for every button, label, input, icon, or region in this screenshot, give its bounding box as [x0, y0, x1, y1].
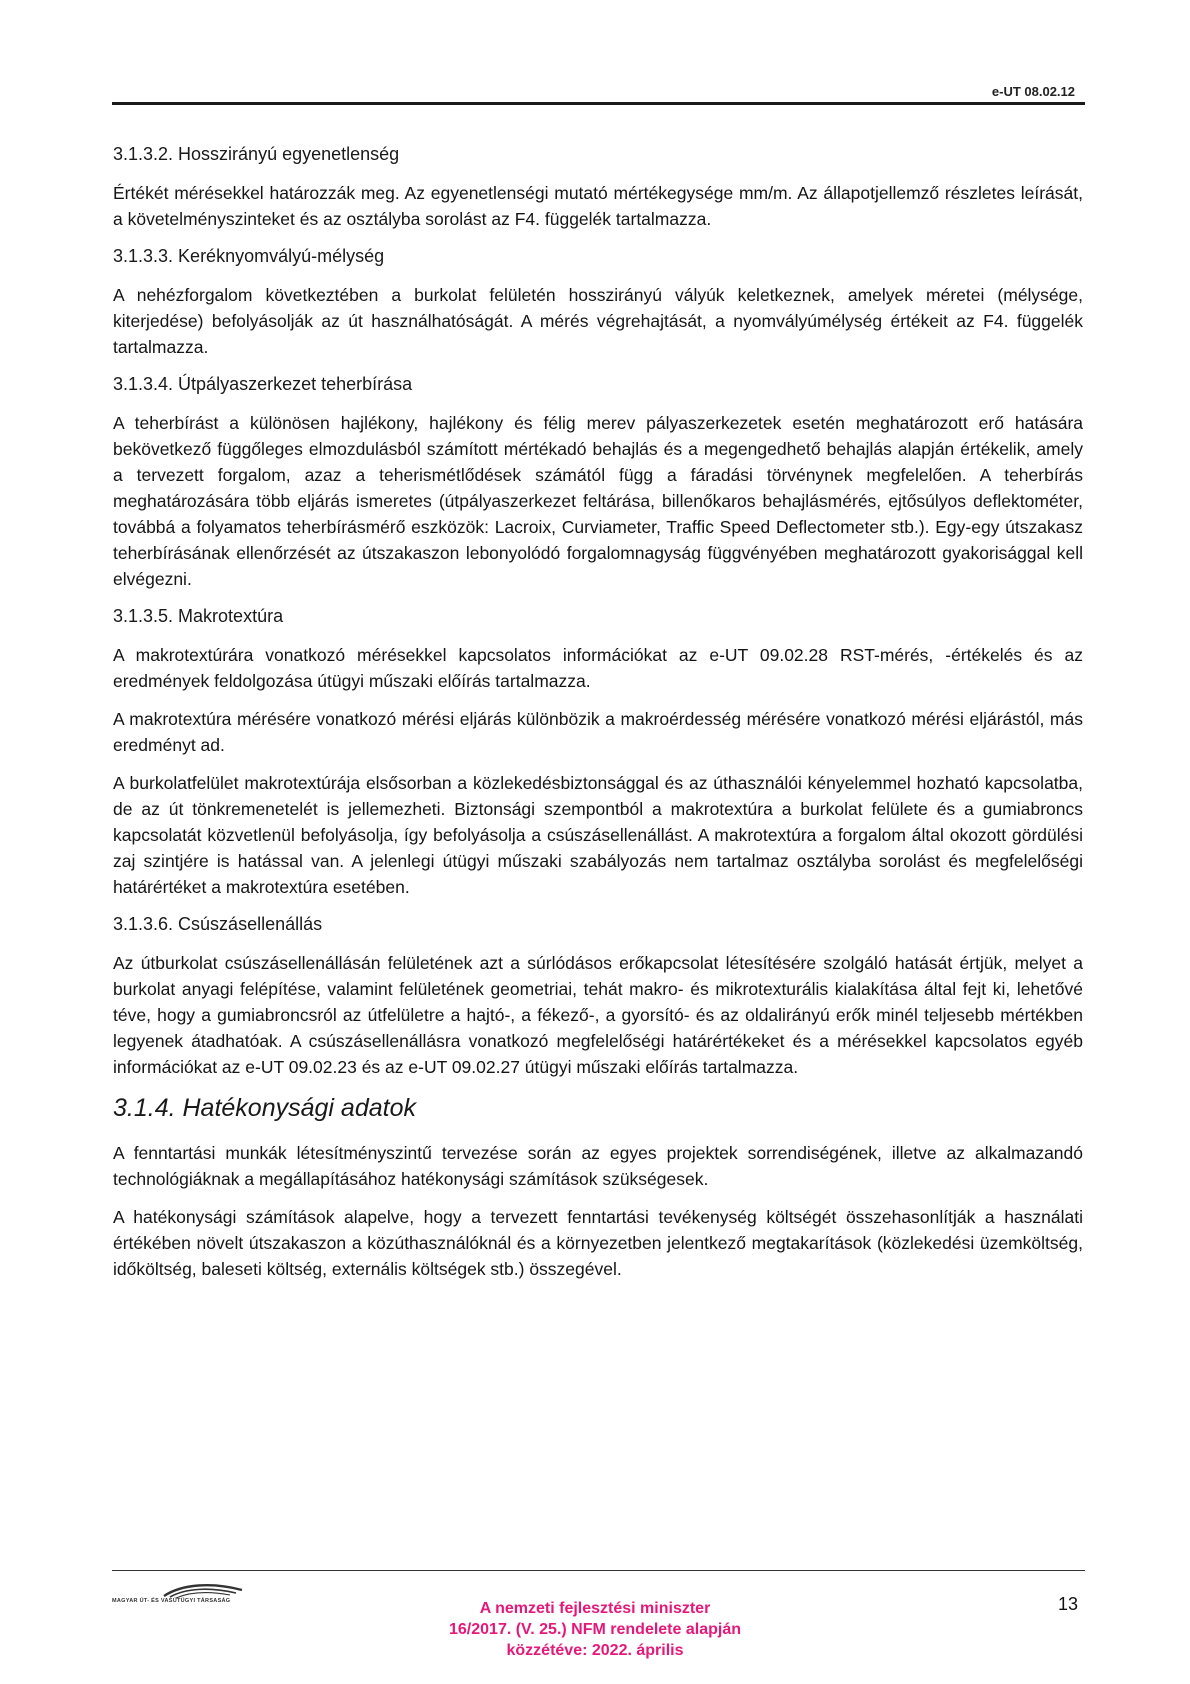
paragraph: Az útburkolat csúszásellenállásán felületének azt a súrlódásos erőkapcsolat létesítésére szolgáló hatását értjük, melyet a burkolat anyagi felépítése, valamint felületének geometriai, tehát makro- és mikrotexturális kialakítása által fejt ki, lehetővé téve, hogy a gumiabroncsról az útfelületre a hajtó-, a fékező-, a gyorsító- és az oldalirányú erők minél teljesebb mértékben legyenek átadhatóak. A csúszásellenállásra vonatkozó megfelelőségi határértékeket és a mérésekkel kapcsolatos egyéb információkat az e-UT 09.02.23 és az e-UT 09.02.27 útügyi műszaki előírás tartalmazza. [113, 953, 1083, 1077]
section-3-1-3-3 [113, 244, 1083, 360]
paragraph: A makrotextúrára vonatkozó mérésekkel kapcsolatos információkat az e-UT 09.02.28 RST-mérés, -értékelés és az eredmények feldolgozása útügyi műszaki előírás tartalmazza. [113, 645, 1083, 691]
paragraph: A teherbírást a különösen hajlékony, hajlékony és félig merev pályaszerkezetek esetén meghatározott erő hatására bekövetkező függőleges elmozdulásból számított mértékadó behajlás és a megengedhető behajlás alapján értékelik, amely a tervezett forgalom, azaz a teherismétlődések számától függ a fáradási törvénynek megfelelően. A teherbírás meghatározására több eljárás ismeretes (útpályaszerkezet feltárása, billenőkaros behajlásmérés, ejtősúlyos deflektométer, továbbá a folyamatos teherbírásmérő eszközök: Lacroix, Curviameter, Traffic Speed Deflectometer stb.). Egy-egy útszakasz teherbírásának ellenőrzését az útszakaszon lebonyolódó forgalomnagyság függvényében meghatározott gyakorisággal kell elvégezni. [113, 413, 1083, 589]
section-3-1-3-5 [113, 604, 1083, 900]
publication-note-line: 16/2017. (V. 25.) NFM rendelete alapján [449, 1621, 741, 1638]
page-content [113, 142, 1083, 1294]
page-number: 13 [1057, 1594, 1078, 1614]
section-3-1-4 [113, 1092, 1083, 1282]
document-code: e-UT 08.02.12 [991, 84, 1075, 99]
section-heading: 3.1.3.3. Keréknyomvályú-mélység [113, 246, 385, 266]
paragraph: A burkolatfelület makrotextúrája elsősorban a közlekedésbiztonsággal és az úthasználói kényelemmel hozható kapcsolatba, de az út tönkremenetelét is jellemezheti. Biztonsági szempontból a makrotextúra a burkolat felülete és a gumiabroncs kapcsolatát közvetlenül befolyásolja, így befolyásolja a csúszásellenállást. A makrotextúra a forgalom által okozott gördülési zaj szintjére is hatással van. A jelenlegi útügyi műszaki szabályozás nem tartalmaz osztályba sorolást és megfelelőségi határértéket a makrotextúra esetében. [113, 773, 1083, 897]
publication-note-line: közzétéve: 2022. április [506, 1642, 684, 1659]
section-3-1-3-4 [113, 372, 1083, 592]
paragraph: Értékét mérésekkel határozzák meg. Az egyenetlenségi mutató mértékegysége mm/m. Az állapotjellemző részletes leírását, a követelményszinteket és az osztályba sorolást az F4. függelék tartalmazza. [113, 183, 1083, 229]
section-heading: 3.1.3.4. Útpályaszerkezet teherbírása [113, 374, 413, 394]
publication-note-line: A nemzeti fejlesztési miniszter [479, 1600, 711, 1617]
section-heading: 3.1.3.6. Csúszásellenállás [113, 914, 323, 934]
section-3-1-3-2 [113, 142, 1083, 232]
section-heading: 3.1.3.5. Makrotextúra [113, 606, 284, 626]
paragraph: A nehézforgalom következtében a burkolat felületén hosszirányú vályúk keletkeznek, amelyek méretei (mélysége, kiterjedése) befolyásolják az út használhatóságát. A mérés végrehajtását, a nyomvályúmélység értékeit az F4. függelék tartalmazza. [113, 285, 1083, 357]
section-3-1-3-6 [113, 912, 1083, 1080]
publication-note [395, 1598, 795, 1661]
paragraph: A makrotextúra mérésére vonatkozó mérési eljárás különbözik a makroérdesség mérésére vonatkozó mérési eljárástól, más eredményt ad. [113, 709, 1083, 755]
header-divider [112, 102, 1085, 105]
organization-logo-icon [112, 1582, 262, 1610]
paragraph: A hatékonysági számítások alapelve, hogy a tervezett fenntartási tevékenység költségét összehasonlítják a használati értékében növelt útszakaszon a közúthasználóknál és a környezetben jelentkező megtakarítások (közlekedési üzemköltség, időköltség, baleseti költség, externális költségek stb.) összegével. [113, 1207, 1083, 1279]
organization-logo-text: MAGYAR ÚT- ÉS VASÚTÜGYI TÁRSASÁG [112, 1598, 231, 1604]
footer-divider [112, 1570, 1085, 1571]
paragraph: A fenntartási munkák létesítményszintű tervezése során az egyes projektek sorrendiségének, illetve az alkalmazandó technológiáknak a megállapításához hatékonysági számítások szükségesek. [113, 1143, 1083, 1189]
main-section-heading: 3.1.4. Hatékonysági adatok [113, 1094, 416, 1122]
section-heading: 3.1.3.2. Hosszirányú egyenetlenség [113, 144, 400, 164]
